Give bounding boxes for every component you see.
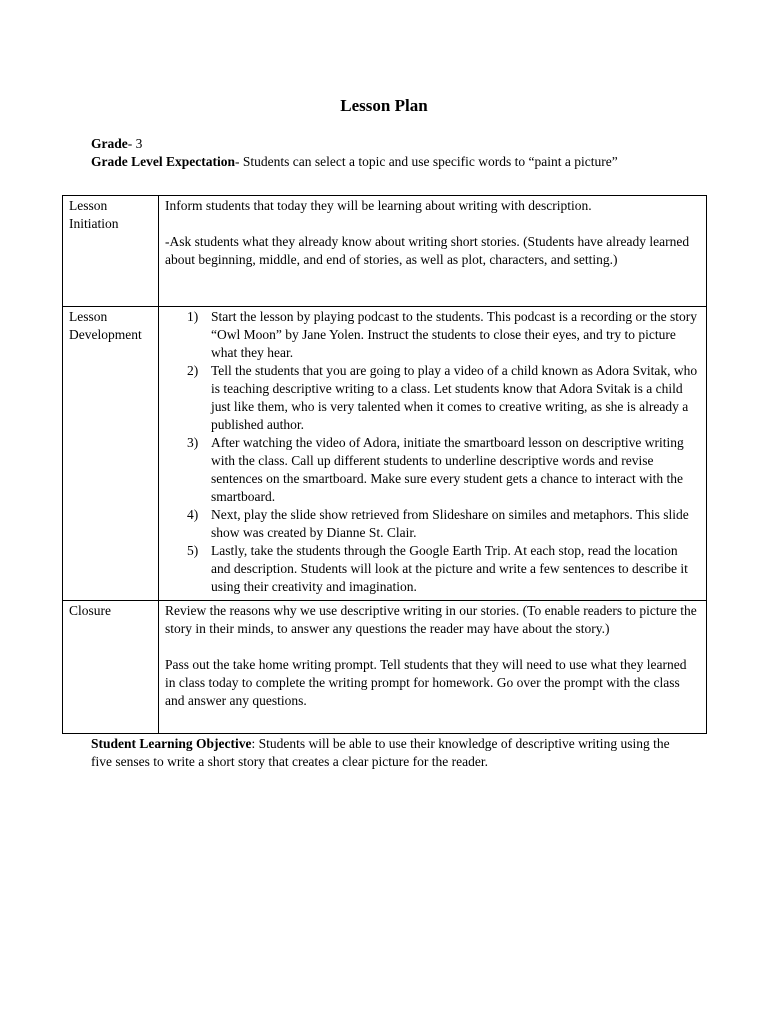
grade-separator: - bbox=[127, 136, 136, 151]
lesson-initiation-content bbox=[159, 196, 707, 307]
lesson-initiation-label: Lesson Initiation bbox=[63, 196, 159, 307]
grade-value: 3 bbox=[135, 136, 143, 151]
step-number: 4) bbox=[187, 507, 199, 522]
expectation-line bbox=[91, 153, 651, 171]
step-text: Start the lesson by playing podcast to the students. This podcast is a recording or the story “Owl Moon” by Jane Yolen. Instruct the students to close their eyes, and try to picture what they hear. bbox=[211, 309, 698, 360]
step-text: Tell the students that you are going to play a video of a child known as Adora Svitak, who is teaching descriptive writing to a class. Let students know that Adora Svitak is a child just like them, who is very talented when it comes to creative writing, as she is already a published author. bbox=[211, 363, 698, 432]
lesson-development-label: Lesson Development bbox=[63, 307, 159, 601]
objective-separator: : bbox=[251, 736, 259, 751]
lesson-development-content bbox=[159, 307, 707, 601]
step-number: 1) bbox=[187, 309, 199, 324]
objective-label: Student Learning Objective bbox=[91, 736, 252, 751]
initiation-paragraph: -Ask students what they already know about writing short stories. (Students have already learned about beginning, middle, and end of stories, as well as plot, characters, and setting.) bbox=[165, 234, 690, 267]
step-text: Lastly, take the students through the Google Earth Trip. At each stop, read the location and description. Students will look at the picture and write a few sentences to describe it using their creativity and imagination. bbox=[211, 543, 688, 594]
initiation-paragraph: Inform students that today they will be learning about writing with description. bbox=[165, 198, 592, 213]
development-step bbox=[165, 434, 700, 506]
grade-line bbox=[91, 135, 651, 153]
closure-label: Closure bbox=[63, 601, 159, 734]
lesson-initiation-row bbox=[63, 196, 707, 307]
lesson-table bbox=[62, 195, 707, 734]
grade-label: Grade bbox=[91, 136, 128, 151]
page-title: Lesson Plan bbox=[340, 96, 428, 115]
development-step bbox=[165, 308, 700, 362]
step-text: After watching the video of Adora, initiate the smartboard lesson on descriptive writing with the class. Call up different students to underline descriptive words and revise sentences on the smartboard. Make sure every student gets a chance to interact with the smartboard. bbox=[211, 435, 684, 504]
expectation-separator: - bbox=[234, 154, 243, 169]
expectation-text: Students can select a topic and use specific words to “paint a picture” bbox=[242, 154, 618, 169]
lesson-development-row bbox=[63, 307, 707, 601]
step-number: 3) bbox=[187, 435, 199, 450]
development-step bbox=[165, 506, 700, 542]
step-number: 2) bbox=[187, 363, 199, 378]
development-step bbox=[165, 542, 700, 596]
learning-objective bbox=[91, 735, 691, 771]
closure-row bbox=[63, 601, 707, 734]
closure-paragraph: Pass out the take home writing prompt. Tell students that they will need to use what they learned in class today to complete the writing prompt for homework. Go over the prompt with the class and answer any questions. bbox=[165, 657, 687, 708]
step-text: Next, play the slide show retrieved from Slideshare on similes and metaphors. This slide show was created by Dianne St. Clair. bbox=[211, 507, 689, 540]
closure-content bbox=[159, 601, 707, 734]
objective-text: Students will be able to use their knowledge of descriptive writing using the five senses to write a short story that creates a clear picture for the reader. bbox=[91, 736, 670, 769]
header-block bbox=[91, 135, 651, 171]
step-number: 5) bbox=[187, 543, 199, 558]
development-step bbox=[165, 362, 700, 434]
expectation-label: Grade Level Expectation bbox=[91, 154, 235, 169]
closure-paragraph: Review the reasons why we use descriptive writing in our stories. (To enable readers to picture the story in their minds, to answer any questions the reader may have about the story.) bbox=[165, 603, 697, 636]
development-steps-list bbox=[165, 308, 700, 596]
